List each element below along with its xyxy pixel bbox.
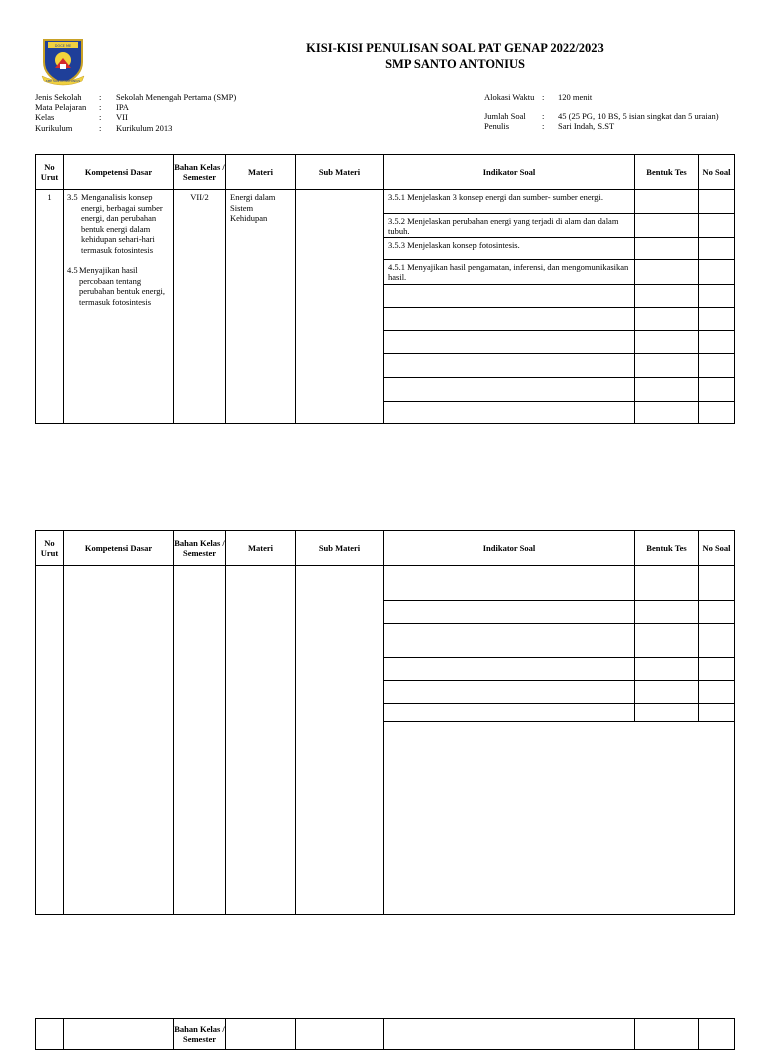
kisi-kisi-table-1 [35,154,735,424]
logo-text-top: DOCE ME [54,44,72,48]
kisi-kisi-table-3 [35,1018,735,1050]
cell-no-soal [699,214,735,238]
cell-kompetensi-dasar [64,190,174,424]
info-row-alokasi-waktu [484,92,719,102]
cell-indikator [384,658,635,681]
school-name: SMP SANTO ANTONIUS [385,57,525,71]
info-value: 45 (25 PG, 10 BS, 5 isian singkat dan 5 uraian) [558,111,719,122]
col-kompetensi-dasar [64,1019,174,1050]
info-value: IPA [116,102,129,113]
cell-bentuk-tes [635,402,699,424]
info-value: Kurikulum 2013 [116,122,173,133]
col-indikator-soal [384,1019,635,1050]
table-header-row [36,531,735,566]
info-row-jenis-sekolah [35,92,236,102]
table-row [36,190,735,214]
cell-indikator: 3.5.3 Menjelaskan konsep fotosintesis. [384,238,635,260]
cell-no-soal [699,704,735,722]
cell-bahan [174,566,226,915]
cell-indikator [384,624,635,658]
col-kompetensi-dasar: Kompetensi Dasar [64,155,174,190]
table-header-row [36,1019,735,1050]
cell-indikator [384,601,635,624]
cell-sub-materi [296,566,384,915]
col-materi: Materi [226,155,296,190]
info-sep: : [542,92,545,102]
col-materi [226,1019,296,1050]
cell-bentuk-tes [635,601,699,624]
cell-bentuk-tes [635,238,699,260]
cell-no-soal [699,566,735,601]
col-sub-materi [296,1019,384,1050]
cell-no-soal [699,354,735,378]
info-left [35,92,236,133]
cell-no-soal [699,378,735,402]
info-sep: : [99,102,102,113]
cell-sub-materi [296,190,384,424]
cell-indikator [384,402,635,424]
cell-bentuk-tes [635,308,699,331]
logo-text-bottom: SMP SANTO ANTONIUS [45,79,81,83]
info-label: Kurikulum [35,122,73,133]
info-row-kelas [35,112,236,122]
kisi-kisi-table-2 [35,530,735,915]
col-bahan: Bahan Kelas / Semester [174,531,226,566]
cell-bentuk-tes [635,704,699,722]
kd-text: Menyajikan hasil percobaan tentang perubahan bentuk energi, termasuk fotosintesis [79,265,165,307]
cell-indikator: 3.5.1 Menjelaskan 3 konsep energi dan sumber- sumber energi. [384,190,635,214]
cell-bahan: VII/2 [174,190,226,424]
cell-kompetensi-dasar [64,566,174,915]
table-header-row [36,155,735,190]
cell-no-soal [699,624,735,658]
col-no-soal [699,1019,735,1050]
cell-indikator: 4.5.1 Menyajikan hasil pengamatan, inferensi, dan mengomunikasikan hasil. [384,260,635,285]
col-bahan: Bahan Kelas / Semester [174,155,226,190]
cell-indikator [384,566,635,601]
cell-no-soal [699,402,735,424]
school-logo [40,36,86,86]
cell-no-soal [699,681,735,704]
cell-indikator [384,681,635,704]
table-row [36,566,735,601]
col-bentuk-tes [635,1019,699,1050]
cell-no-soal [699,190,735,214]
info-label: Jenis Sekolah [35,92,82,102]
cell-empty-area [384,722,735,915]
info-sep: : [99,92,102,102]
cell-bentuk-tes [635,260,699,285]
kd-text: Menganalisis konsep energi, berbagai sumber energi, dan perubahan bentuk energi dalam kehidupan sehari-hari termasuk fotosintesis [81,192,163,255]
cell-no-soal [699,238,735,260]
cell-bentuk-tes [635,285,699,308]
cell-bentuk-tes [635,331,699,354]
cell-indikator [384,378,635,402]
kd-number: 4.5 [67,265,78,275]
info-label: Alokasi Waktu [484,92,535,102]
cell-bentuk-tes [635,378,699,402]
cell-materi: Energi dalam Sistem Kehidupan [226,190,296,424]
cell-bentuk-tes [635,566,699,601]
col-no-urut: No Urut [36,531,64,566]
cell-indikator [384,285,635,308]
cell-indikator [384,704,635,722]
cell-bentuk-tes [635,624,699,658]
info-row-mata-pelajaran [35,102,236,112]
col-bentuk-tes: Bentuk Tes [635,531,699,566]
cell-materi [226,566,296,915]
info-value: 120 menit [558,92,593,102]
cell-no-soal [699,601,735,624]
kd-item [67,265,171,307]
cell-indikator [384,354,635,378]
cell-no-urut [36,566,64,915]
col-materi: Materi [226,531,296,566]
col-no-urut: No Urut [36,155,64,190]
kd-item [67,192,171,255]
cell-no-soal [699,308,735,331]
cell-bentuk-tes [635,190,699,214]
document-title: KISI-KISI PENULISAN SOAL PAT GENAP 2022/2023 [306,41,604,55]
cell-indikator [384,308,635,331]
info-label: Jumlah Soal [484,111,526,122]
col-no-urut [36,1019,64,1050]
cell-indikator: 3.5.2 Menjelaskan perubahan energi yang terjadi di alam dan dalam tubuh. [384,214,635,238]
info-right [484,92,719,132]
cell-indikator [384,331,635,354]
info-label: Mata Pelajaran [35,102,87,113]
cell-no-soal [699,331,735,354]
col-sub-materi: Sub Materi [296,531,384,566]
info-row-penulis [484,121,719,131]
info-label: Penulis [484,121,510,132]
cell-bentuk-tes [635,354,699,378]
col-sub-materi: Sub Materi [296,155,384,190]
cell-no-soal [699,285,735,308]
col-no-soal: No Soal [699,155,735,190]
col-no-soal: No Soal [699,531,735,566]
col-bentuk-tes: Bentuk Tes [635,155,699,190]
info-sep: : [542,111,545,122]
cell-no-urut: 1 [36,190,64,424]
cell-bentuk-tes [635,214,699,238]
cell-no-soal [699,260,735,285]
cell-bentuk-tes [635,658,699,681]
cell-bentuk-tes [635,681,699,704]
kd-number: 3.5 [67,192,78,202]
info-value: Sekolah Menengah Pertama (SMP) [116,92,237,102]
info-label: Kelas [35,112,55,123]
info-sep: : [99,112,102,123]
info-sep: : [99,122,102,133]
col-bahan: Bahan Kelas / Semester [174,1019,226,1050]
info-row-kurikulum [35,123,236,133]
cell-no-soal [699,658,735,681]
info-row-jumlah-soal [484,111,719,121]
info-value: VII [116,112,128,123]
col-kompetensi-dasar: Kompetensi Dasar [64,531,174,566]
info-value: Sari Indah, S.ST [558,121,615,132]
col-indikator-soal: Indikator Soal [384,531,635,566]
col-indikator-soal: Indikator Soal [384,155,635,190]
info-sep: : [542,121,545,132]
